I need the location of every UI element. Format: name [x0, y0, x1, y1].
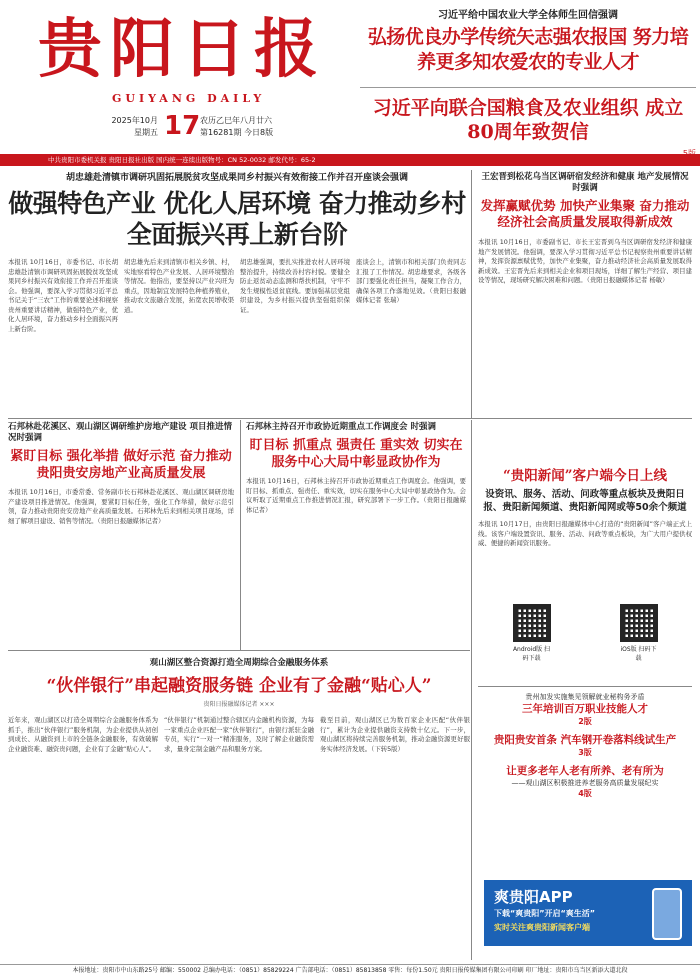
newspaper-logo: 贵阳日报 — [38, 12, 326, 87]
index-item-page: 4版 — [578, 789, 592, 798]
mid-left-text: 本报讯 10月16日，市委常委、常务副市长石邦林赴花溪区、观山湖区调研房地产建设项目推进情况。他强调，要紧盯目标任务，强化工作举措，做好示范引领，奋力推动贵阳贵安房地产业高质量发展。石邦林先后来到相关项目现场，详细了解项目建设、销售等情况。（贵阳日报融媒体记者） — [8, 488, 234, 525]
index-item-title: 贵阳贵安首条 汽车钢开卷落料线试生产 — [493, 734, 677, 746]
column-divider — [471, 170, 472, 418]
app-launch-story — [478, 464, 692, 662]
right-story — [478, 172, 692, 408]
bottom-story-byline: 贵阳日报融媒体记者 ××× — [203, 701, 275, 708]
column-divider — [240, 420, 241, 650]
mid-left-kicker: 石邦林赴花溪区、观山湖区调研维护房地产建设 项目推进情况时强调 — [8, 422, 232, 443]
newspaper-logo-english: GUIYANG DAILY — [112, 92, 266, 105]
index-item[interactable] — [478, 733, 692, 758]
mid-mid-kicker: 石邦林主持召开市政协近期重点工作调度会 时强调 — [246, 422, 436, 432]
qr-ios-label: iOS版 扫码下载 — [620, 646, 657, 662]
index-item[interactable] — [478, 692, 692, 727]
lunar-date: 农历乙巳年八月廿六 — [200, 116, 272, 125]
section-divider — [478, 686, 692, 687]
date-left — [100, 115, 158, 139]
date-box — [100, 111, 362, 155]
index-item-sub: 贵州加发实施集见领解就业秘构务矛盾 — [525, 693, 645, 701]
right-story-text: 本报讯 10月16日，市委副书记、市长王宏晋到乌当区调研宿发经济和健康地产发展情况。他强调，要深入学习贯彻习近平总书记视察贵州重要讲话精神，发挥资源禀赋优势，加快产业集聚，奋力推动经济社会高质量发展取得新成效。王宏晋先后来到相关企业和项目现场，详细了解生产经营、项目建设等情况，现场研究解决困难和问题。（贵阳日报融媒体记者 杨敏） — [478, 238, 692, 284]
qr-code-icon — [620, 604, 658, 642]
app-advertisement[interactable] — [484, 880, 692, 946]
right-story-headline[interactable]: 发挥赢赋优势 加快产业集聚 奋力推动经济社会高质量发展取得新成效 — [480, 198, 690, 229]
date-year: 2025年10月 — [111, 116, 158, 125]
mid-mid-headline[interactable]: 盯目标 抓重点 强责任 重实效 切实在服务中心大局中彰显政协作为 — [249, 438, 463, 470]
app-launch-subhead: 设资讯、服务、活动、问政等重点板块及贵阳日报、贵阳新闻频道、贵阳新闻网或等50余个频道 — [483, 489, 687, 513]
bottom-story-columns — [8, 716, 470, 952]
app-launch-text: 本报讯 10月17日，由贵阳日报融媒体中心打造的“贵阳新闻”客户端正式上线。该客户端设置资讯、服务、活动、问政等重点板块，为广大用户提供权威、便捷的新闻资讯服务。 — [478, 520, 692, 547]
issue-number: 第16281期 今日8版 — [200, 128, 274, 137]
date-weekday: 星期五 — [134, 128, 158, 137]
qr-android[interactable] — [512, 604, 552, 662]
phone-icon — [652, 888, 682, 940]
mid-mid-story — [246, 422, 466, 633]
top-right-headline[interactable]: 弘扬优良办学传统矢志强农报国 努力培养更多知农爱农的专业人才 — [367, 26, 689, 73]
main-story — [8, 172, 466, 408]
index-item-page: 3版 — [578, 748, 592, 757]
column-divider — [471, 420, 472, 960]
index-item-page: 2版 — [578, 717, 592, 726]
date-day: 17 — [164, 111, 201, 141]
bottom-story-col: 近年来，观山湖区以打造全周期综合金融服务体系为抓手，推出“伙伴银行”服务机制，为企业提供从初创到成长、从融资到上市的全链条金融服务，有效破解企业融资难、融资贵问题，企业有了金融“贴心人”。 — [8, 716, 158, 753]
index-item-sub: ——观山湖区积极推进养老服务高质量发展纪实 — [511, 779, 659, 787]
qr-code-icon — [513, 604, 551, 642]
qr-code-row — [478, 604, 692, 662]
page-footer: 本报地址：贵阳市中山东路25号 邮编：550002 总编办电话：（0851）85829224 广告部电话：（0851）85813858 零售：每份1.50元 贵阳日报传媒集团有限公司印刷 印厂地址：贵阳市乌当区新添大道北段 — [0, 964, 700, 977]
main-story-headline[interactable]: 做强特色产业 优化人居环境 奋力推动乡村全面振兴再上新台阶 — [8, 189, 466, 249]
ad-line-2: 实时关注爽贵阳新闻客户端 — [494, 923, 590, 932]
mid-mid-text: 本报讯 10月16日，石邦林主持召开市政协近期重点工作调度会。他强调，要盯目标、抓重点、强责任、重实效，切实在服务中心大局中彰显政协作为。会议听取了近期重点工作推进情况汇报，研究部署下一步工作。（贵阳日报融媒体记者） — [246, 477, 466, 514]
masthead — [8, 4, 348, 154]
bottom-story-kicker: 观山湖区整合资源打造全周期综合金融服务体系 — [149, 658, 329, 668]
bottom-story — [8, 656, 470, 952]
main-story-col: 本报讯 10月16日，市委书记、市长胡忠雄赴清镇市调研巩固拓展脱贫攻坚成果同乡村振兴有效衔接工作并召开座谈会。他强调，要深入学习贯彻习近平总书记关于“三农”工作的重要论述和视察贵州重要讲话精神，做强特色产业，优化人居环境，奋力推动乡村全面振兴再上新台阶。 — [8, 258, 118, 333]
main-story-columns — [8, 258, 466, 408]
bottom-story-col: 截至目前，观山湖区已为数百家企业匹配“伙伴银行”，累计为企业提供融资支持数十亿元。下一步，观山湖区将持续完善服务机制，推动金融资源更好服务实体经济发展。（下转5版） — [320, 716, 470, 753]
main-story-col: 胡忠雄先后来到清镇市相关乡镇、村，实地察看特色产业发展、人居环境整治等情况。他指出，要坚持以产业兴旺为重点，因地制宜发展特色种植养殖业，推动农文旅融合发展，拓宽农民增收渠道。 — [124, 258, 234, 314]
top-right-headline-2[interactable]: 习近平向联合国粮食及农业组织 成立80周年致贺信 — [360, 87, 696, 144]
index-item[interactable] — [478, 764, 692, 799]
bottom-story-headline[interactable]: “伙伴银行”串起融资服务链 企业有了金融“贴心人” — [46, 676, 432, 696]
index-item-title: 让更多老年人老有所养、老有所为 — [506, 765, 664, 777]
date-right — [200, 115, 273, 139]
masthead-info-bar: 中共贵阳市委机关报 贵阳日报社出版 国内统一连续出版物号：CN 52-0032 邮发代号：65-2 — [0, 154, 700, 166]
app-launch-headline[interactable]: “贵阳新闻”客户端今日上线 — [502, 468, 668, 484]
main-story-col: 胡忠雄强调，要扎实推进农村人居环境整治提升，持续改善村容村貌。要健全防止返贫动态监测和帮扶机制，守牢不发生规模性返贫底线。要加强基层党组织建设，为乡村振兴提供坚强组织保证。 — [240, 258, 350, 314]
bottom-story-col: “伙伴银行”机制通过整合辖区内金融机构资源，为每一家重点企业匹配一家“伙伴银行”，由银行派驻金融专员，实行“一对一”精准服务，及时了解企业融资需求，量身定制金融产品和服务方案。 — [164, 716, 314, 753]
index-item-title: 三年培训百万职业技能人才 — [522, 703, 648, 715]
mid-left-headline[interactable]: 紧盯目标 强化举措 做好示范 奋力推动贵阳贵安房地产业高质量发展 — [10, 449, 232, 481]
main-story-col: 座谈会上，清镇市和相关部门负责同志汇报了工作情况。胡忠雄要求，各级各部门要强化责任担当，凝聚工作合力，确保各项工作落地见效。（贵阳日报融媒体记者 张瑞） — [356, 258, 466, 304]
qr-ios[interactable] — [619, 604, 659, 662]
top-right-headlines — [360, 4, 696, 159]
mid-left-story — [8, 422, 234, 644]
page-index — [478, 692, 692, 805]
right-story-kicker: 王宏晋到松花乌当区调研宿发经济和健康 地产发展情况时强调 — [481, 172, 689, 193]
qr-android-label: Android版 扫码下载 — [512, 646, 551, 662]
section-divider — [8, 650, 470, 651]
ad-title: 爽贵阳APP — [494, 888, 573, 906]
section-divider — [8, 418, 692, 419]
top-right-kicker: 习近平给中国农业大学全体师生回信强调 — [438, 10, 618, 21]
ad-line-1: 下载“爽贵阳”开启“爽生活” — [494, 909, 596, 918]
main-story-kicker: 胡忠雄赴清镇市调研巩固拓展脱贫攻坚成果同乡村振兴有效衔接工作并召开座谈会强调 — [65, 173, 408, 183]
